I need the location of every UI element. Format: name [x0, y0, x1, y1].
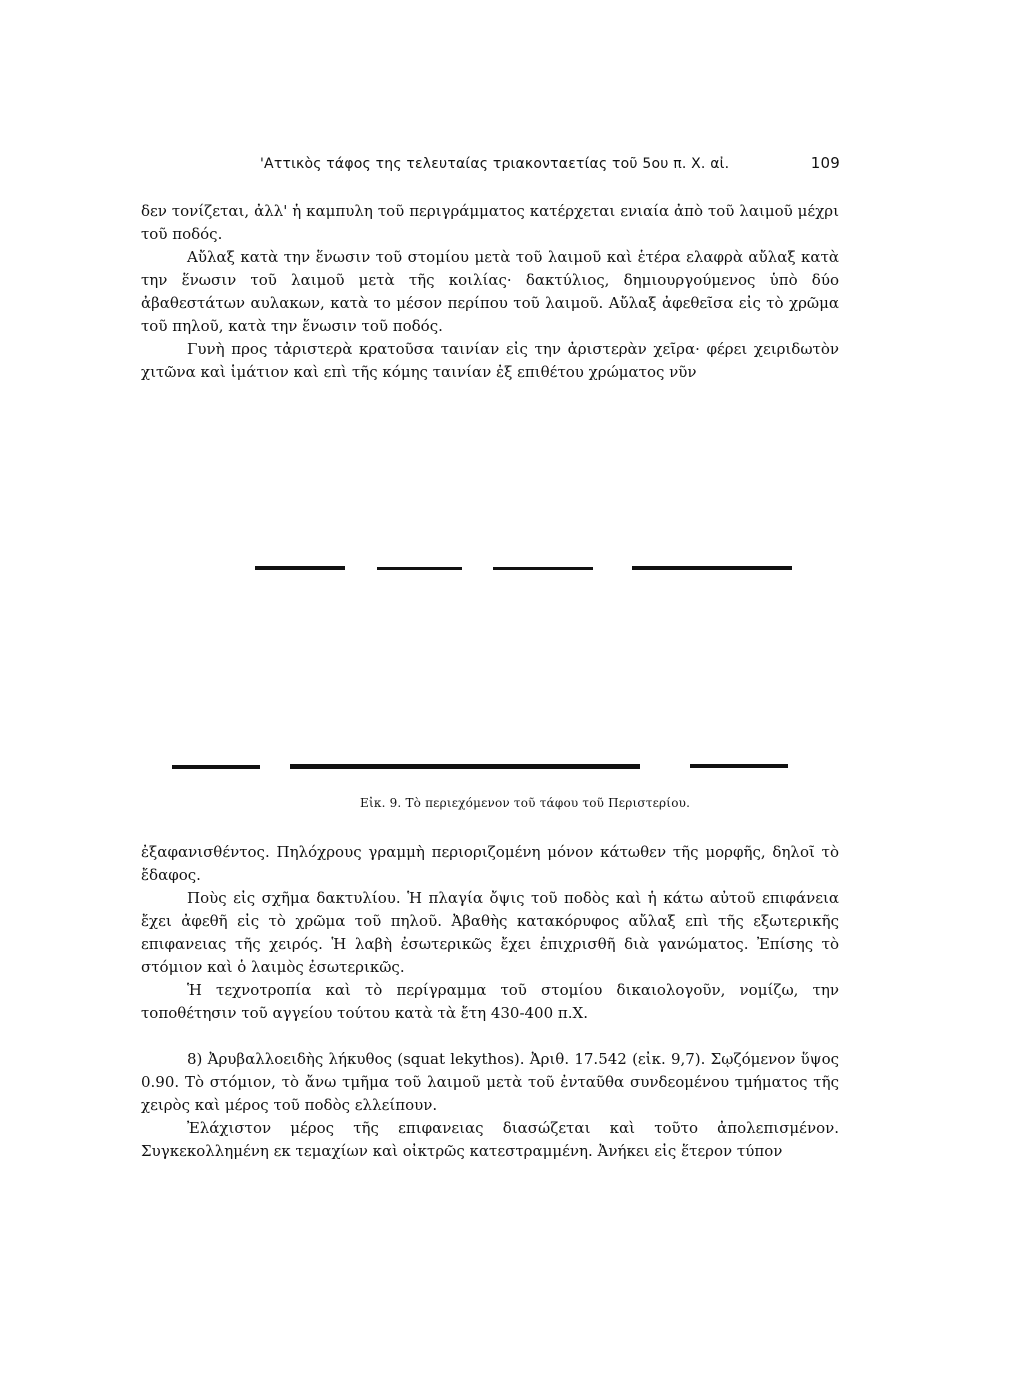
paragraph: Γυνὴ προς τἀριστερὰ κρατοῦσα ταινίαν εἰς την ἀριστερὰν χεῖρα· φέρει χειριδωτὸν χιτῶνα καὶ ἱμάτιον καὶ επὶ τῆς κόμης ταινίαν ἐξ επιθέτου χρώματος νῦν [141, 340, 839, 381]
paragraph: 8) Ἀρυβαλλοειδὴς λήκυθος (squat lekythos). Ἀριθ. 17.542 (εἰκ. 9,7). Σῳζόμενον ὕψος 0.90. Τὸ στόμιον, τὸ ἄνω τμῆμα τοῦ λαιμοῦ μετὰ τοῦ ἐνταῦθα συνδεομένου τμήματος τῆς χειρὸς καὶ μέρος τοῦ ποδὸς ελλείπουν. [141, 1050, 839, 1114]
paragraph: Ἐλάχιστον μέρος τῆς επιφανειας διασώζεται καὶ τοῦτο ἀπολεπισμένον. Συγκεκολλημένη εκ τεμαχίων καὶ οἰκτρῶς κατεστραμμένη. Ἀνήκει εἰς ἕτερον τύπον [141, 1119, 839, 1160]
paragraph: Ἡ τεχνοτροπία καὶ τὸ περίγραμμα τοῦ στομίου δικαιολογοῦν, νομίζω, την τοποθέτησιν τοῦ αγγείου τούτου κατὰ τὰ ἔτη 430-400 π.Χ. [141, 981, 839, 1022]
text-block-top [141, 200, 839, 384]
paragraph: Αὔλαξ κατὰ την ἕνωσιν τοῦ στομίου μετὰ τοῦ λαιμοῦ καὶ ἑτέρα ελαφρὰ αὔλαξ κατὰ την ἕνωσιν τοῦ λαιμοῦ μετὰ τῆς κοιλίας· δακτύλιος, δημιουργούμενος ὑπὸ δύο ἀβαθεστάτων αυλακων, κατὰ το μέσον περίπου τοῦ λαιμοῦ. Αὔλαξ ἀφεθεῖσα εἰς τὸ χρῶμα τοῦ πηλοῦ, κατὰ την ἕνωσιν τοῦ ποδός. [141, 248, 839, 335]
paragraph: ἐξαφανισθέντος. Πηλόχρους γραμμὴ περιοριζομένη μόνον κάτωθεν τῆς μορφῆς, δηλοῖ τὸ ἔδαφος. [141, 843, 839, 884]
shelf-line [632, 566, 792, 570]
paragraph: Ποὺς εἰς σχῆμα δακτυλίου. Ἡ πλαγία ὄψις τοῦ ποδὸς καὶ ἡ κάτω αὐτοῦ επιφάνεια ἔχει ἀφεθῆ εἰς τὸ χρῶμα τοῦ πηλοῦ. Ἀβαθὴς κατακόρυφος αὔλαξ επὶ τῆς εξωτερικῆς επιφανειας τῆς χειρός. Ἡ λαβὴ ἐσωτερικῶς ἔχει ἐπιχρισθῆ διὰ γανώματος. Ἐπίσης τὸ στόμιον καὶ ὁ λαιμὸς ἐσωτερικῶς. [141, 889, 839, 976]
shelf-line [377, 567, 462, 570]
shelf-line [255, 566, 345, 570]
running-title: 'Αττικὸς τάφος της τελευταίας τριακονταετίας τοῦ 5ου π. Χ. αἰ. [260, 156, 730, 172]
shelf-line [690, 764, 788, 768]
figure-caption: Εἰκ. 9. Τὸ περιεχόμενον τοῦ τάφου τοῦ Περιστερίου. [360, 796, 691, 810]
shelf-line [290, 764, 640, 769]
page-number: 109 [810, 154, 840, 172]
shelf-line [172, 765, 260, 769]
shelf-line [493, 567, 593, 570]
paragraph: δεν τονίζεται, ἀλλ' ἡ καμπυλη τοῦ περιγράμματος κατέρχεται ενιαία ἀπὸ τοῦ λαιμοῦ μέχρι τοῦ ποδός. [141, 202, 839, 243]
page-header [260, 156, 840, 180]
text-block-bottom [141, 1048, 839, 1163]
text-block-middle [141, 841, 839, 1025]
